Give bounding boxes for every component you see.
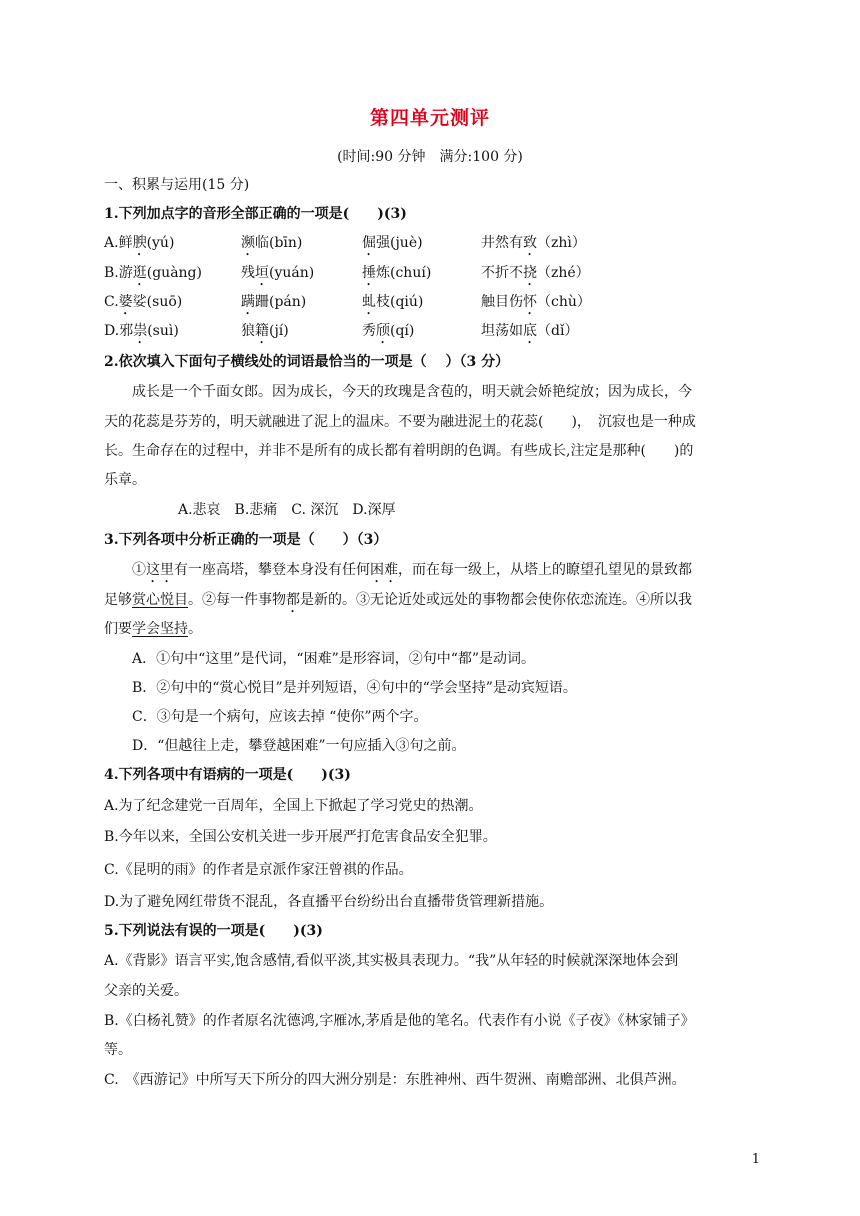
option-d: D.为了避免网红带货不混乱，各直播平台纷纷出台直播带货管理新措施。 — [104, 894, 554, 910]
option-c: C．③句是一个病句，应该去掉 “使你”两个字。 — [132, 709, 428, 725]
underlined-phrase: 赏心悦目 — [132, 592, 188, 608]
question-1-option-item: 不折不挠（zhé） — [481, 265, 590, 281]
dotted-character: 腴 — [132, 235, 147, 251]
question-1-option-item: 井然有致（zhì） — [481, 235, 586, 251]
passage-line: 们要学会坚持。 — [104, 621, 202, 637]
underlined-phrase: 学会坚持 — [132, 621, 188, 637]
dotted-word: 困难 — [370, 562, 398, 578]
dotted-character: 致 — [523, 235, 537, 251]
dotted-character: 虬 — [362, 294, 376, 310]
question-1-option-item: 濒临(bīn) — [241, 235, 303, 251]
option-label: C. — [104, 294, 119, 310]
dotted-character: 濒 — [241, 235, 255, 251]
question-1-option-item: 蹒跚(pán) — [241, 294, 307, 310]
option-label: A. — [104, 235, 119, 251]
question-2-options: A.悲哀 B.悲痛 C. 深沉 D.深厚 — [178, 502, 396, 518]
question-4-stem: 4.下列各项中有语病的一项是( )(3) — [104, 767, 351, 783]
passage-line: 长。生命存在的过程中，并非不是所有的成长都有着明朗的色调。有些成长,注定是那种( )的 — [104, 443, 694, 459]
question-1-option-item: 倔强(juè) — [362, 235, 423, 251]
option-b: B.《白杨礼赞》的作者原名沈德鸿,字雁冰,茅盾是他的笔名。代表作有小说《子夜》《林家铺子》 — [104, 1013, 695, 1029]
option-label: B. — [104, 265, 119, 281]
section-heading: 一、积累与运用(15 分) — [104, 177, 250, 193]
dotted-word: 都 — [286, 592, 300, 608]
dotted-character: 蹒 — [241, 294, 255, 310]
passage-line: 成长是一个千面女郎。因为成长，今天的玫瑰是含苞的，明天就会娇艳绽放；因为成长，今 — [132, 384, 692, 400]
question-2-stem: 2.依次填入下面句子横线处的词语最恰当的一项是（ ）（3 分） — [104, 354, 510, 370]
dotted-character: 垣 — [255, 265, 269, 281]
option-a: A．①句中“这里”是代词，“困难”是形容词，②句中“都”是动词。 — [132, 651, 536, 667]
dotted-word: 这里 — [146, 562, 174, 578]
option-a: A.《背影》语言平实,饱含感情,看似平淡,其实极具表现力。“我”从年轻的时候就深深地体会到 — [104, 953, 679, 969]
dotted-character: 怀 — [523, 294, 537, 310]
question-1-option-item: 触目伤怀（chù） — [481, 294, 591, 310]
option-b: B．②句中的“赏心悦目”是并列短语，④句中的“学会坚持”是动宾短语。 — [132, 680, 577, 696]
option-label: D. — [104, 323, 120, 339]
question-1-option-item: 捶炼(chuí) — [362, 265, 432, 281]
option-b: B.今年以来，全国公安机关进一步开展严打危害食品安全犯罪。 — [104, 829, 497, 845]
question-1-stem: 1.下列加点字的音形全部正确的一项是( )(3) — [104, 206, 407, 222]
question-1-option-item: 虬枝(qiú) — [362, 294, 424, 310]
passage-line: 足够赏心悦目。②每一件事物都是新的。③无论近处或远处的事物都会使你依恋流连。④所以我 — [104, 592, 692, 608]
dotted-character: 祟 — [133, 323, 148, 339]
page-title: 第四单元测评 — [369, 107, 490, 129]
option-c: C. 《西游记》中所写天下所分的四大洲分别是：东胜神州、西牛贺洲、南赡部洲、北俱芦洲。 — [104, 1072, 686, 1088]
question-1-option-item: 残垣(yuán) — [241, 265, 315, 281]
question-1-option-item: 秀颀(qí) — [362, 323, 415, 339]
option-d: D．“但越往上走，攀登越困难”一句应插入③句之前。 — [132, 738, 466, 754]
option-c: C.《昆明的雨》的作者是京派作家汪曾祺的作品。 — [104, 862, 413, 878]
option-b-continued: 等。 — [104, 1042, 132, 1058]
exam-info: (时间:90 分钟 满分:100 分) — [337, 149, 523, 165]
dotted-character: 底 — [523, 323, 537, 339]
dotted-character: 颀 — [376, 323, 390, 339]
question-1-option-item: B.游逛(guàng) — [104, 265, 202, 281]
page-number: 1 — [751, 1152, 760, 1167]
option-a-continued: 父亲的关爱。 — [104, 983, 188, 999]
question-5-stem: 5.下列说法有误的一项是( )(3) — [104, 923, 323, 939]
question-1-option-item: C.婆娑(suō) — [104, 294, 183, 310]
question-1-option-item: D.邪祟(suì) — [104, 323, 179, 339]
dotted-character: 籍 — [255, 323, 269, 339]
passage-line: 天的花蕊是芬芳的，明天就融进了泥上的温床。不要为融进泥土的花蕊( )， 沉寂也是一种成 — [104, 414, 696, 430]
dotted-character: 婆 — [118, 294, 133, 310]
question-1-option-item: 坦荡如底（dǐ） — [481, 323, 579, 339]
question-3-stem: 3.下列各项中分析正确的一项是（ ）（3） — [104, 532, 388, 548]
question-1-option-item: 狼籍(jí) — [241, 323, 289, 339]
passage-line: ①这里有一座高塔，攀登本身没有任何困难，而在每一级上，从塔上的瞭望孔望见的景致都 — [132, 562, 692, 578]
dotted-character: 逛 — [132, 265, 147, 281]
passage-line: 乐章。 — [104, 472, 146, 488]
dotted-character: 倔 — [362, 235, 376, 251]
option-a: A.为了纪念建党一百周年，全国上下掀起了学习党史的热潮。 — [104, 798, 483, 814]
question-1-option-item: A.鲜腴(yú) — [104, 235, 175, 251]
dotted-character: 挠 — [523, 265, 537, 281]
dotted-character: 捶 — [362, 265, 376, 281]
